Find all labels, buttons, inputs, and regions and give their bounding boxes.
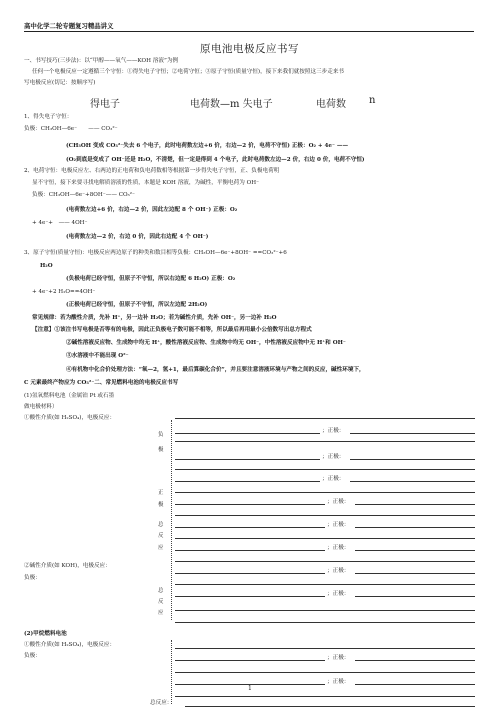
answer-line[interactable]: [175, 492, 475, 493]
step2-title: 2、电荷守恒：电极反应左、右两边的正电荷和负电荷数相等根据第一步得失电子守恒，正、负极电荷明: [24, 168, 280, 174]
answer-line[interactable]: [175, 515, 475, 516]
fuel-cell-1-subtitle: 做电极材料）: [24, 404, 58, 410]
marker-zhengji: ；正极：: [322, 454, 345, 460]
banner-charge: 电荷数: [316, 99, 346, 110]
step2-negative-eq: 负极：CH₃OH—6e⁻+8OH⁻—— CO₃²⁻: [32, 192, 135, 198]
label-fan-2: 反: [158, 599, 164, 605]
label-fan: 反: [158, 533, 164, 539]
marker-zhengji: ；正极：: [322, 476, 345, 482]
page-number: 1: [248, 685, 252, 692]
answer-line[interactable]: [355, 550, 475, 551]
answer-line[interactable]: [175, 622, 475, 623]
fuel-cell-2-title: (2)甲烷燃料电池: [24, 631, 67, 637]
answer-line[interactable]: [175, 550, 325, 551]
step2-positive-note: (电荷数左边—2 价，右边 0 价，因此右边配 4 个 OH⁻): [66, 234, 209, 240]
answer-line[interactable]: [175, 561, 475, 562]
answer-line[interactable]: [350, 433, 475, 434]
answer-line[interactable]: [175, 696, 475, 697]
answer-line[interactable]: [355, 660, 475, 661]
note-4: ④有机物中化合价处理方法：“氧—2，氢+1，最后算碳化合价”，并且要注意溶液环境与产物之间的反应，碱性环境下，: [66, 367, 365, 373]
answer-line[interactable]: [350, 459, 475, 460]
base-negative-label: 负极：: [24, 575, 41, 581]
intro-line-1: 任何一个电极反应一定遵循三个守恒：①得失电子守恒；②电荷守恒；③原子守恒(质量守恒)，接下来我们就按照这三步走来书: [32, 69, 345, 75]
answer-line[interactable]: [175, 418, 475, 419]
answer-line[interactable]: [175, 596, 325, 597]
answer-line[interactable]: [175, 469, 475, 470]
negative-label-2: 负极：: [24, 653, 41, 659]
acid-medium-label-2: ①酸性介质(如 H₂SO₄)，电极反应：: [24, 642, 116, 648]
base-medium-label: ②碱性介质(如 KOH)，电极反应：: [24, 563, 111, 569]
answer-line[interactable]: [350, 481, 475, 482]
running-header: 高中化学二轮专题复习精品讲义: [24, 22, 114, 30]
label-ying: 应: [158, 545, 164, 551]
step3-positive-eq: + 4e⁻+2 H₂O==4OH⁻: [32, 289, 96, 295]
answer-line[interactable]: [175, 610, 475, 611]
document-title: 原电池电极反应书写: [200, 43, 299, 55]
note-1: 【注意】①该注书写电极是否等有的电极，因此正负极电子数可能不相等，所以最后再用最小公倍数写出总方程式: [32, 327, 312, 333]
banner-n: n: [369, 95, 376, 106]
marker-zhengji: ；正极：: [327, 591, 350, 597]
note-2: ②碱性溶液反应物、生成物中均无 H⁺，酸性溶液反应物、生成物中均无 OH⁻，中性溶液反应物中无 H⁺和 OH⁻: [66, 340, 346, 346]
fuel-cell-1-title: (1)氢氧燃料电池（金属铂 Pt 或石墨: [24, 393, 115, 399]
banner-charge-lose: 电荷数—m 失电子: [190, 99, 273, 110]
step1-title: 1、得失电子守恒：: [24, 114, 73, 120]
answer-line[interactable]: [355, 504, 475, 505]
answer-separator: [171, 420, 172, 620]
step2-positive-eq: + 4e⁻+ —— 4OH⁻: [32, 220, 88, 226]
step3-title: 3、原子守恒(质量守恒)：电极反应两边原子的种类和数目相等负极：CH₃OH—6e⁻+8OH⁻ ==CO₃²⁻+6: [24, 250, 287, 256]
answer-line[interactable]: [175, 481, 320, 482]
step3-note-2: (正极电荷已经守恒，但原子不守恒，所以左边配 2H₂O): [66, 302, 208, 308]
answer-line[interactable]: [355, 527, 475, 528]
answer-line[interactable]: [175, 441, 475, 442]
step2-line-2: 显不守恒，接下来要寻找电解质溶液的性质，本题是 KOH 溶液，为碱性，平衡电荷为 OH⁻: [32, 180, 260, 186]
marker-zhengji: ；正极：: [322, 428, 345, 434]
marker-zhengji: ；正极：: [327, 568, 350, 574]
answer-line[interactable]: [175, 573, 325, 574]
marker-zhengji: ；正极：: [327, 545, 350, 551]
answer-line[interactable]: [355, 573, 475, 574]
answer-separator-2: [171, 640, 172, 704]
label-zong: 总: [158, 522, 164, 528]
answer-line[interactable]: [175, 459, 320, 460]
answer-line[interactable]: [175, 584, 475, 585]
marker-zhengji: ；正极：: [327, 655, 350, 661]
answer-line[interactable]: [175, 660, 325, 661]
note-3: ③水溶液中不能出现 O²⁻: [66, 353, 129, 359]
tip-rule: 常见规律：若为酸性介质，先补 H⁺，另一边补 H₂O；若为碱性介质，先补 OH⁻，另一边补 H₂O: [32, 315, 277, 321]
section-heading: 一、书写技巧(三步法)：以“甲醇——氧气——KOH 溶液”为例: [24, 58, 179, 64]
answer-line[interactable]: [175, 648, 475, 649]
marker-zhengji: ；正极：: [327, 522, 350, 528]
step2-negative-note: (电荷数左边+6 价，右边—2 价，因此左边配 8 个 OH⁻) 正极：O₂: [66, 207, 238, 213]
label-ji: 极: [158, 447, 164, 453]
label-zong-2: 总: [158, 588, 164, 594]
label-ying-2: 应: [158, 610, 164, 616]
answer-line[interactable]: [355, 596, 475, 597]
header-rule: [24, 31, 474, 32]
label-zheng: 正: [158, 490, 164, 496]
answer-line[interactable]: [355, 684, 475, 685]
answer-line[interactable]: [175, 433, 320, 434]
marker-zhengji: ；正极：: [327, 499, 350, 505]
label-fu: 负: [158, 432, 164, 438]
acid-medium-label: ①酸性介质(如 H₂SO₄)，电极反应：: [24, 415, 116, 421]
step1-note-2: (O₂到底是变成了 OH⁻还是 H₂O，不清楚，但一定是得到 4 个电子，此时电荷数左边—2 价，右边 0 价，电荷不守恒): [66, 157, 365, 163]
answer-line[interactable]: [175, 504, 325, 505]
answer-line[interactable]: [175, 672, 475, 673]
answer-line[interactable]: [175, 527, 325, 528]
label-ji-2: 极: [158, 502, 164, 508]
marker-zhengji: ；正极：: [327, 679, 350, 685]
step3-note-1: (负极电荷已经守恒，但原子不守恒，所以右边配 6 H₂O) 正极：O₂: [66, 276, 236, 282]
total-reaction-label: 总反应：: [150, 700, 173, 706]
answer-line[interactable]: [175, 538, 475, 539]
step3-h2o: H₂O: [40, 263, 53, 269]
step1-note-1: (CH₃OH 变成 CO₃²⁻失去 6 个电子，此时电荷数左边+6 价，右边—2 价，电荷不守恒) 正极：O₂ + 4e⁻ ——: [66, 143, 349, 149]
intro-line-2: 写电极反应(切记：按顺序写): [24, 80, 96, 86]
note-5: C 元素最终产物应为 CO₃²⁻二、常见燃料电池的电极反应书写: [24, 380, 179, 386]
answer-line[interactable]: [185, 706, 475, 707]
banner-gain: 得电子: [90, 99, 120, 110]
step1-equation: 负极：CH₃OH—6e⁻ —— CO₃²⁻: [24, 126, 118, 132]
